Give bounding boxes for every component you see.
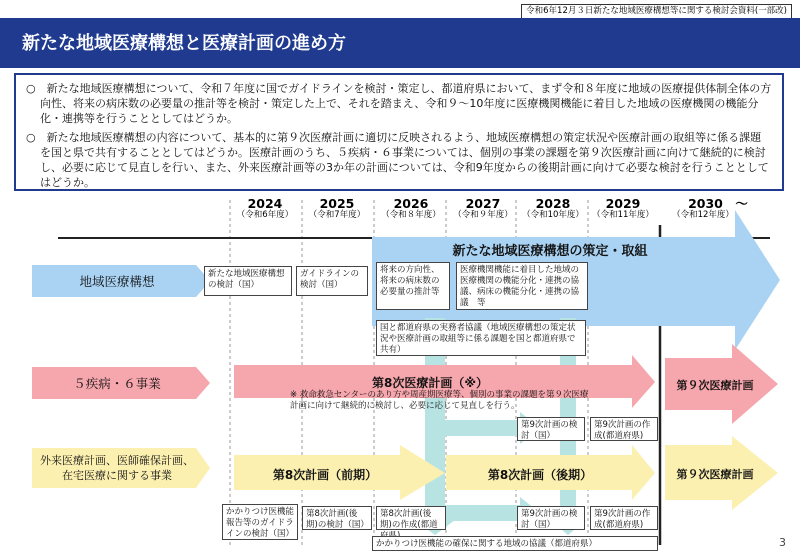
- box-eighth-late-review: 第8次計画(後期)の検討（国）: [302, 506, 372, 530]
- year-2026: 2026: [393, 196, 429, 211]
- year-2029: 2029: [605, 196, 641, 211]
- summary-point-1: ○ 新たな地域医療構想について、令和７年度に国でガイドラインを検討・策定し、都道府県において、まず令和８年度に地域の医療提供体制全体の方向性、将来の病床数の必要量の推計等を検討・策定した上で、それを踏まえ、令和９～10年度に医療機関機能に着目した地域の医療機関の機能分化・連携等を行うこととしてはどうか。: [26, 82, 772, 125]
- reiwa-2025: （令和7年度）: [308, 210, 366, 220]
- reiwa-2030: （令和12年度）: [672, 210, 734, 220]
- box-guideline-review: ガイドラインの検討（国）: [296, 266, 368, 296]
- disease-note: ※ 救命救急センターのあり方や周産期医療等、個別の事業の課題を第９次医療計画に向けて継続的に検討し、必要に応じて見直しを行う。: [290, 390, 589, 411]
- year-2030: 2030 ～: [688, 196, 748, 211]
- reiwa-2026: （令和８年度）: [381, 210, 441, 220]
- box-kakaritsuke-guideline: かかりつけ医機能報告等のガイドラインの検討（国）: [222, 504, 298, 540]
- year-2024: 2024: [247, 196, 283, 211]
- outpatient-early-label: 第8次計画（前期）: [272, 468, 378, 482]
- box-future-direction: 将来の方向性、将来の病床数の必要量の推計等: [376, 262, 450, 310]
- source-note: 令和6年12月３日新たな地域医療構想等に関する検討会資料(一部改): [521, 4, 792, 19]
- year-2027: 2027: [465, 196, 501, 211]
- reiwa-2028: （令和10年度）: [522, 210, 584, 220]
- page-title: 新たな地域医療構想と医療計画の進め方: [22, 33, 346, 54]
- category-disease: ５疾病・６事業: [73, 376, 161, 391]
- reiwa-2029: （令和11年度）: [592, 210, 654, 220]
- box-eighth-late-create: 第8次計画(後期)の作成(都道: [376, 506, 446, 530]
- summary-point-2: ○ 新たな地域医療構想の内容について、基本的に第９次医療計画に適切に反映されるよう、地域医療構想の策定状況や医療計画の取組等に係る課題を国と県で共有することとしてはどうか。医療計画のうち、５疾病・６事業については、個別の事業の課題を第９次医療計画に向けて継続的に検討し、必要に応じて見直しを行い、また、外来医療計画等の3か年の計画については、令和9年度からの後期計画に向けて必要な検討を行うこととしてはどうか。: [26, 131, 769, 189]
- box-kakaritsuke-regional-talks: かかりつけ医機能の確保に関する地域の協議（都道府県）: [372, 536, 658, 551]
- reiwa-2027: （令和９年度）: [453, 210, 513, 220]
- disease-arrow-label: 第8次医療計画（※）: [371, 376, 489, 390]
- disease-next-label: 第９次医療計画: [676, 379, 754, 392]
- year-2025: 2025: [319, 196, 355, 211]
- box-ninth-review-r2: 第9次計画の検討（国）: [517, 417, 585, 441]
- box-regional-review: 新たな地域医療構想の検討（国）: [204, 266, 292, 296]
- category-regional: 地域医療構想: [79, 274, 155, 289]
- page-number: 3: [779, 536, 786, 549]
- box-ninth-review-r3: 第9次計画の検討（国）: [517, 506, 585, 530]
- box-ninth-create-r2: 第9次計画の作成(都道府県): [590, 417, 658, 441]
- reiwa-2024: （令和6年度）: [236, 210, 294, 220]
- box-ninth-create-r3: 第9次計画の作成(都道府県): [590, 506, 658, 530]
- regional-arrow-label: 新たな地域医療構想の策定・取組: [452, 244, 648, 259]
- box-national-prefecture-talks: 国と都道府県の実務者協議（地域医療構想の策定状況や医療計画の取組等に係る課題を国と都道府県で共有）: [376, 320, 586, 356]
- year-2028: 2028: [535, 196, 571, 211]
- outpatient-next-label: 第９次医療計画: [676, 468, 754, 481]
- outpatient-late-label: 第8次計画（後期）: [487, 468, 593, 482]
- box-institution-function: 医療機関機能に着目した地域の医療機関の機能分化・連携の協議、病床の機能分化・連携の協議 等: [456, 262, 588, 310]
- category-outpatient: 外来医療計画、医師確保計画、在宅医療に関する事業: [40, 454, 194, 482]
